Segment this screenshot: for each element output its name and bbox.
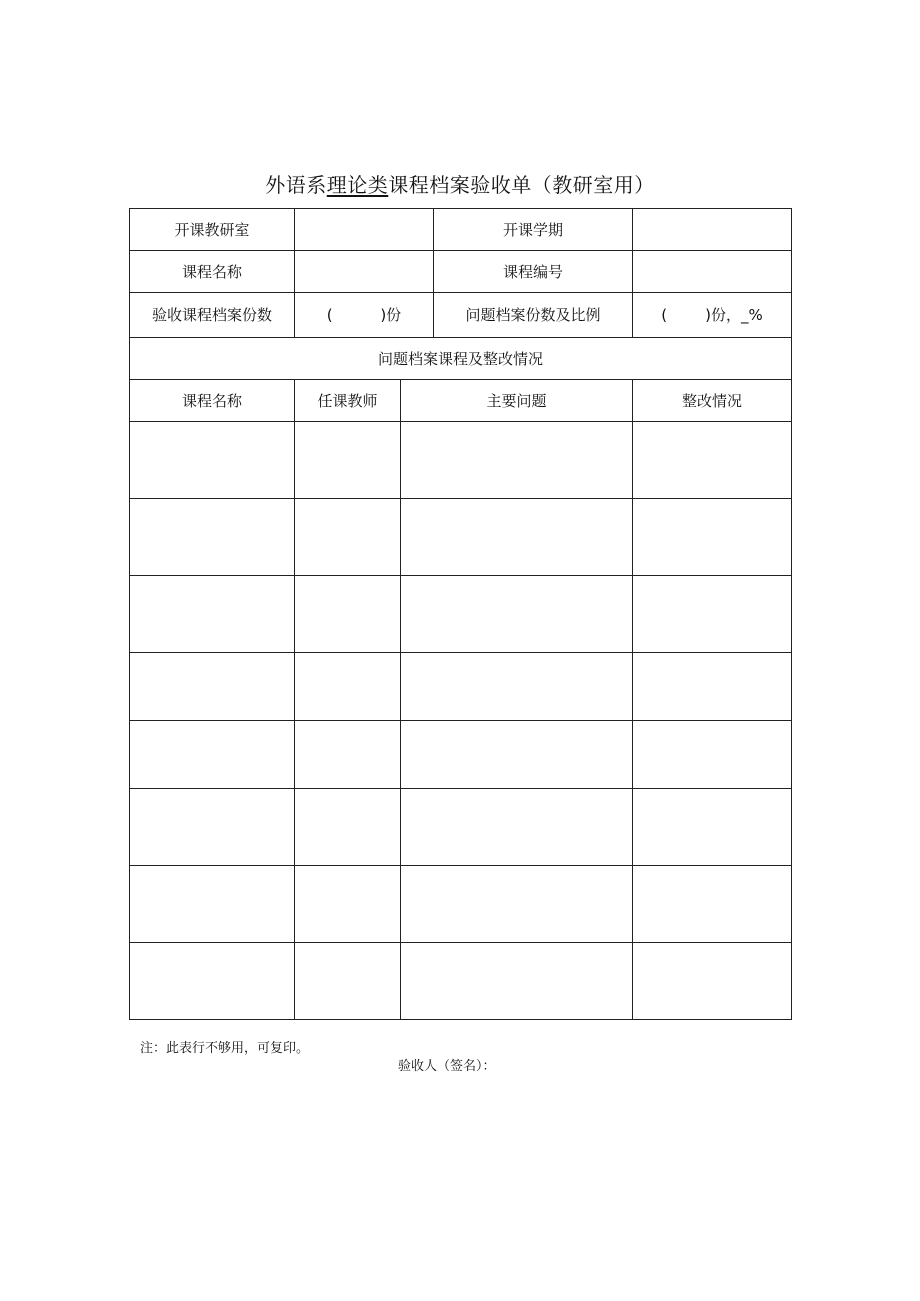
table-row (130, 789, 792, 866)
cell-course-name[interactable] (130, 422, 295, 499)
count-value[interactable]: ( )份 (295, 293, 434, 338)
cell-course-name[interactable] (130, 653, 295, 721)
cell-rectification[interactable] (633, 422, 792, 499)
table-row (130, 499, 792, 576)
cell-teacher[interactable] (295, 499, 401, 576)
footnote: 注：此表行不够用，可复印。 (140, 1041, 310, 1056)
table-row (130, 721, 792, 789)
table-row (130, 576, 792, 653)
cell-rectification[interactable] (633, 576, 792, 653)
count-label: 验收课程档案份数 (130, 293, 295, 338)
cell-teacher[interactable] (295, 422, 401, 499)
col-header-teacher: 任课教师 (295, 380, 401, 422)
cell-main-problem[interactable] (401, 499, 633, 576)
cell-teacher[interactable] (295, 943, 401, 1020)
cell-course-name[interactable] (130, 789, 295, 866)
table-row (130, 943, 792, 1020)
cell-teacher[interactable] (295, 576, 401, 653)
section-title: 问题档案课程及整改情况 (130, 338, 792, 380)
course-code-label: 课程编号 (434, 251, 633, 293)
info-row-count (130, 293, 792, 338)
col-header-course-name: 课程名称 (130, 380, 295, 422)
section-row (130, 338, 792, 380)
cell-rectification[interactable] (633, 721, 792, 789)
title-prefix: 外语系 (265, 173, 327, 197)
course-name-value[interactable] (295, 251, 434, 293)
cell-course-name[interactable] (130, 721, 295, 789)
cell-course-name[interactable] (130, 576, 295, 653)
acceptance-form-table (129, 208, 792, 1020)
term-value[interactable] (633, 209, 792, 251)
table-row (130, 866, 792, 943)
title-suffix: 课程档案验收单（教研室用） (388, 173, 655, 197)
table-row (130, 422, 792, 499)
cell-main-problem[interactable] (401, 943, 633, 1020)
cell-teacher[interactable] (295, 721, 401, 789)
problem-value[interactable]: ( )份，_% (633, 293, 792, 338)
term-label: 开课学期 (434, 209, 633, 251)
dept-label: 开课教研室 (130, 209, 295, 251)
column-header-row (130, 380, 792, 422)
cell-course-name[interactable] (130, 866, 295, 943)
cell-rectification[interactable] (633, 789, 792, 866)
cell-rectification[interactable] (633, 499, 792, 576)
cell-rectification[interactable] (633, 943, 792, 1020)
cell-main-problem[interactable] (401, 576, 633, 653)
course-code-value[interactable] (633, 251, 792, 293)
cell-main-problem[interactable] (401, 866, 633, 943)
col-header-rectification: 整改情况 (633, 380, 792, 422)
table-row (130, 653, 792, 721)
cell-course-name[interactable] (130, 943, 295, 1020)
cell-main-problem[interactable] (401, 422, 633, 499)
dept-value[interactable] (295, 209, 434, 251)
cell-rectification[interactable] (633, 866, 792, 943)
cell-teacher[interactable] (295, 866, 401, 943)
cell-teacher[interactable] (295, 789, 401, 866)
cell-teacher[interactable] (295, 653, 401, 721)
cell-course-name[interactable] (130, 499, 295, 576)
cell-main-problem[interactable] (401, 653, 633, 721)
info-row-course (130, 251, 792, 293)
col-header-main-problem: 主要问题 (401, 380, 633, 422)
title-underlined: 理论类 (326, 173, 389, 197)
signer-label: 验收人（签名）： (398, 1059, 496, 1074)
form-title (0, 170, 920, 200)
info-row-dept (130, 209, 792, 251)
cell-rectification[interactable] (633, 653, 792, 721)
course-name-label: 课程名称 (130, 251, 295, 293)
cell-main-problem[interactable] (401, 789, 633, 866)
problem-label: 问题档案份数及比例 (434, 293, 633, 338)
cell-main-problem[interactable] (401, 721, 633, 789)
